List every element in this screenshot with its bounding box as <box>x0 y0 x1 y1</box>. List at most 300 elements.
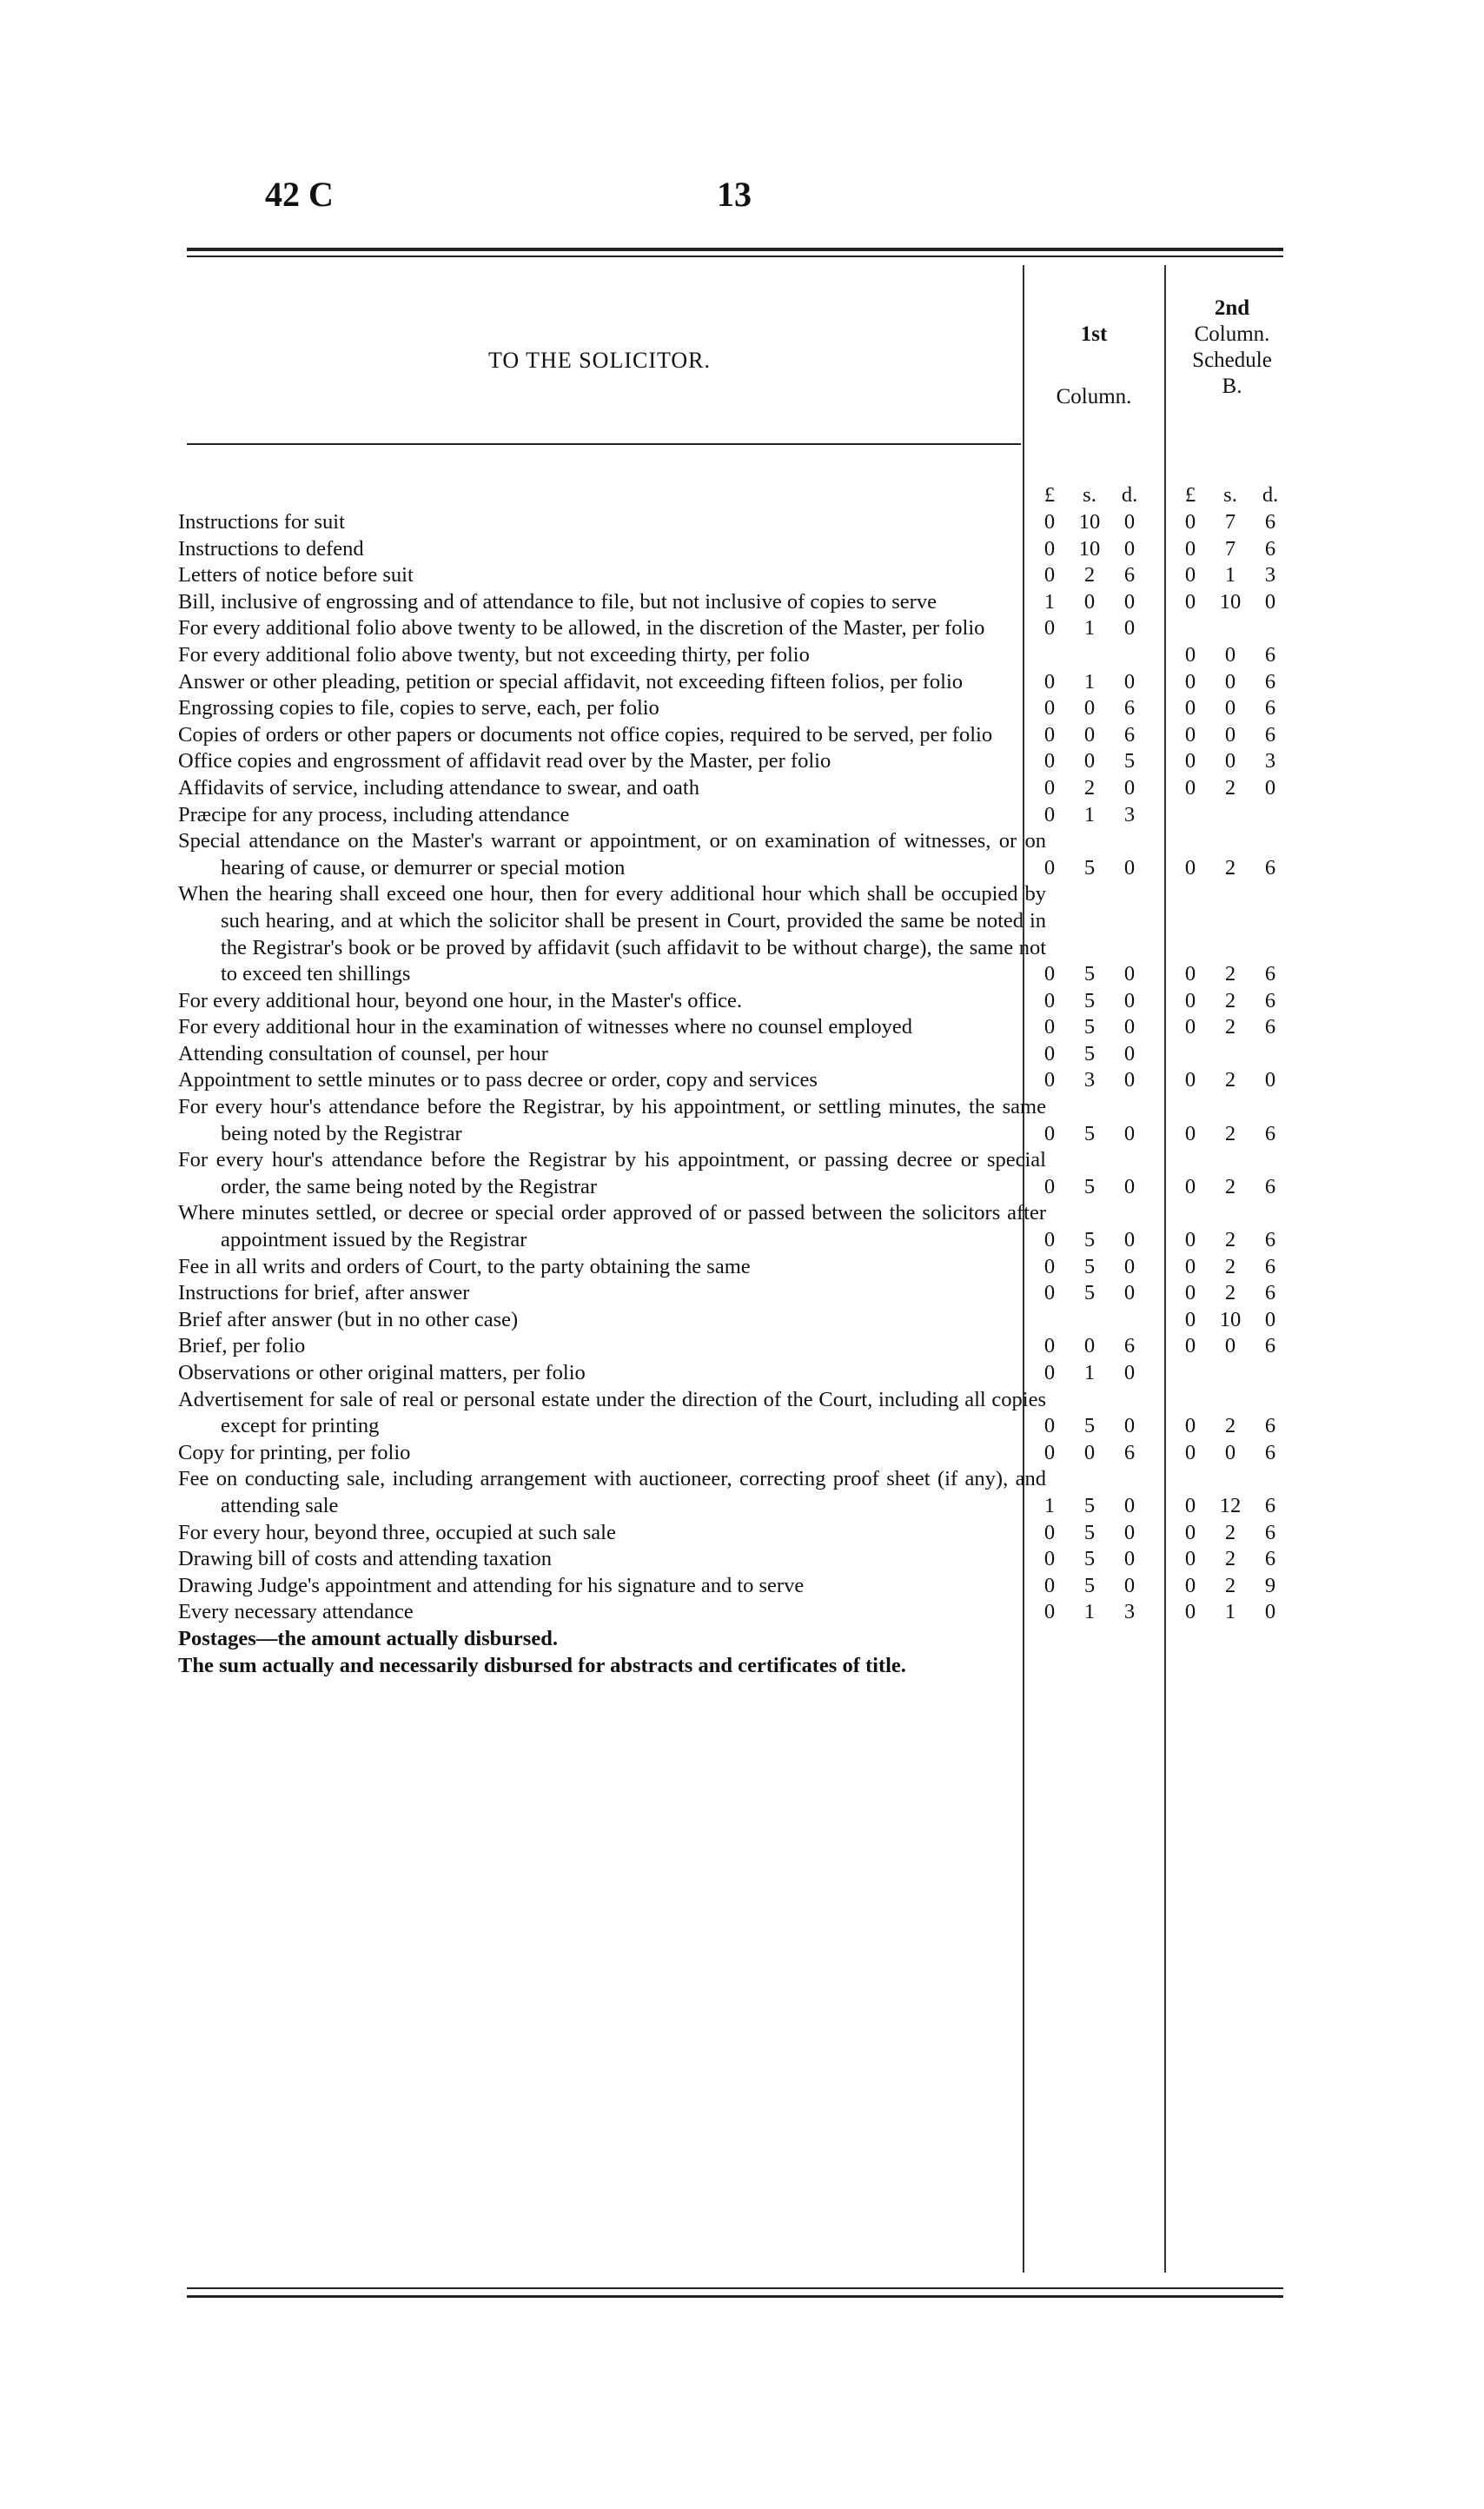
units-row <box>178 482 1299 509</box>
column-1-amount <box>1030 536 1160 563</box>
shillings-value: 5 <box>1083 1281 1096 1305</box>
pence-value: 3 <box>1264 563 1276 587</box>
column-1-units <box>1030 482 1160 509</box>
pence-value: 0 <box>1123 1015 1136 1039</box>
fee-row <box>178 1147 1299 1200</box>
shillings-value: 5 <box>1083 1520 1096 1544</box>
pence-value: 6 <box>1264 1520 1276 1544</box>
pence-value: 0 <box>1123 1228 1136 1252</box>
pence-value: 6 <box>1264 1334 1276 1358</box>
pounds-value: 0 <box>1184 669 1196 694</box>
fee-row <box>178 1254 1299 1281</box>
column-2-amount <box>1170 1121 1301 1148</box>
pounds-value: 0 <box>1043 1520 1056 1544</box>
shillings-value: 0 <box>1224 1334 1236 1358</box>
column-2-amount <box>1170 669 1301 696</box>
pounds-value: 0 <box>1184 1254 1196 1278</box>
column-1-amount <box>1030 988 1160 1015</box>
pence-value: 0 <box>1123 1573 1136 1597</box>
pounds-value: 0 <box>1184 1307 1196 1331</box>
shillings-value: 2 <box>1224 1281 1236 1305</box>
fee-description: For every hour's attendance before the Registrar, by his appointment, or settling minutes, the same being noted by the Registrar <box>178 1095 1046 1145</box>
shillings-value: 2 <box>1224 962 1236 986</box>
pence-value: 6 <box>1264 696 1276 720</box>
column-1-amount <box>1030 695 1160 722</box>
shillings-value: 0 <box>1083 1334 1096 1358</box>
shillings-value: 5 <box>1083 1573 1096 1597</box>
column-1-amount <box>1030 775 1160 802</box>
fee-description: Brief after answer (but in no other case) <box>178 1307 519 1331</box>
pounds-value: 0 <box>1184 988 1196 1012</box>
pence-unit: d. <box>1121 483 1138 508</box>
pence-value: 0 <box>1123 510 1136 534</box>
fee-row <box>178 1014 1299 1041</box>
fee-row <box>178 1041 1299 1068</box>
pounds-value: 0 <box>1043 1015 1056 1039</box>
pence-value: 0 <box>1264 1600 1276 1624</box>
fee-row <box>178 1387 1299 1440</box>
fee-description: For every hour's attendance before the Registrar by his appointment, or passing decree or special order, the same being noted by the Registrar <box>178 1148 1046 1198</box>
pence-value: 6 <box>1264 1414 1276 1438</box>
pounds-value: 0 <box>1184 1547 1196 1571</box>
column-2-amount <box>1170 589 1301 616</box>
fee-row <box>178 1653 1299 1680</box>
column-1-amount <box>1030 1440 1160 1467</box>
pounds-value: 0 <box>1043 722 1056 747</box>
fee-description: Special attendance on the Master's warrant or appointment, or on examination of witnesses, or on hearing of cause, or demurrer or special motion <box>178 829 1046 879</box>
fee-description: Instructions for suit <box>178 510 345 534</box>
fee-row <box>178 642 1299 669</box>
pence-value: 3 <box>1123 1600 1136 1624</box>
fee-description: Præcipe for any process, including attendance <box>178 802 570 826</box>
fee-description: Answer or other pleading, petition or special affidavit, not exceeding fifteen folios, per folio <box>178 669 964 694</box>
pence-value: 6 <box>1123 563 1136 587</box>
pence-value: 0 <box>1123 988 1136 1012</box>
column-1-amount <box>1030 589 1160 616</box>
fee-description: Observations or other original matters, per folio <box>178 1361 586 1384</box>
pence-value: 9 <box>1264 1573 1276 1597</box>
pence-value: 6 <box>1264 510 1276 534</box>
fee-description: When the hearing shall exceed one hour, then for every additional hour which shall be occupied by such hearing, and at which the solicitor shall be present in Court, provided the same be noted in the Registrar's book or be proved by affidavit (such affidavit to be without charge), the same not to exceed ten shillings <box>178 882 1046 986</box>
pence-value: 0 <box>1123 669 1136 694</box>
shillings-value: 5 <box>1083 1174 1096 1198</box>
column-1-amount <box>1030 1041 1160 1068</box>
fee-description: Affidavits of service, including attendance to swear, and oath <box>178 775 699 800</box>
shillings-value: 12 <box>1219 1493 1242 1517</box>
pence-value: 0 <box>1123 589 1136 614</box>
fee-description: Office copies and engrossment of affidavit read over by the Master, per folio <box>178 749 831 773</box>
column-1-amount <box>1030 1573 1160 1600</box>
header-rule <box>187 443 1021 445</box>
shillings-unit: s. <box>1223 483 1237 508</box>
fee-description: Advertisement for sale of real or personal estate under the direction of the Court, including all copies except for printing <box>178 1387 1046 1438</box>
column-1-amount <box>1030 1121 1160 1148</box>
pence-value: 6 <box>1264 1440 1276 1464</box>
pence-value: 0 <box>1264 1068 1276 1092</box>
column-2-amount <box>1170 748 1301 775</box>
pounds-value: 0 <box>1184 1493 1196 1517</box>
shillings-value: 0 <box>1083 749 1096 773</box>
bottom-rule <box>187 2287 1283 2289</box>
pounds-value: 0 <box>1043 510 1056 534</box>
fee-description: Fee in all writs and orders of Court, to the party obtaining the same <box>178 1254 751 1278</box>
pence-value: 6 <box>1264 722 1276 747</box>
column-1-label: Column. <box>1056 385 1132 408</box>
column-2-schedule-letter: B. <box>1222 375 1242 398</box>
shillings-value: 2 <box>1224 1520 1236 1544</box>
pence-value: 0 <box>1264 1307 1276 1331</box>
pounds-value: 0 <box>1184 1440 1196 1464</box>
pounds-value: 0 <box>1184 775 1196 800</box>
pence-value: 0 <box>1264 775 1276 800</box>
column-1-amount <box>1030 1520 1160 1547</box>
fee-description: For every additional folio above twenty to be allowed, in the discretion of the Master, per folio <box>178 616 985 641</box>
column-1-amount <box>1030 1546 1160 1573</box>
column-1-amount <box>1030 961 1160 988</box>
pence-value: 6 <box>1264 536 1276 561</box>
pounds-value: 0 <box>1043 855 1056 879</box>
pounds-value: 1 <box>1043 1493 1056 1517</box>
shillings-value: 2 <box>1224 1068 1236 1092</box>
column-1-amount <box>1030 1067 1160 1094</box>
column-2-amount <box>1170 1307 1301 1334</box>
pounds-value: 0 <box>1043 616 1056 641</box>
pounds-value: 0 <box>1043 1281 1056 1305</box>
fee-row <box>178 1360 1299 1387</box>
pence-value: 6 <box>1123 722 1136 747</box>
pounds-value: 0 <box>1184 855 1196 879</box>
column-2-amount <box>1170 509 1301 536</box>
pence-value: 6 <box>1264 669 1276 694</box>
pounds-value: 0 <box>1184 510 1196 534</box>
pence-value: 3 <box>1264 749 1276 773</box>
column-2-units <box>1170 482 1301 509</box>
pence-value: 6 <box>1264 1281 1276 1305</box>
fee-row <box>178 1094 1299 1147</box>
page-number: 13 <box>717 175 752 214</box>
pence-value: 0 <box>1123 1254 1136 1278</box>
fee-row <box>178 775 1299 802</box>
fee-row <box>178 1520 1299 1547</box>
shillings-value: 0 <box>1083 1440 1096 1464</box>
shillings-value: 1 <box>1224 1600 1236 1624</box>
column-1-amount <box>1030 509 1160 536</box>
pounds-value: 0 <box>1043 1068 1056 1092</box>
pence-value: 6 <box>1123 1440 1136 1464</box>
fee-row <box>178 1307 1299 1334</box>
fee-row <box>178 802 1299 829</box>
pounds-value: 0 <box>1043 1547 1056 1571</box>
fee-description: Engrossing copies to file, copies to serve, each, per folio <box>178 696 659 720</box>
fee-table <box>178 482 1299 1679</box>
pence-value: 5 <box>1123 749 1136 773</box>
fee-description: For every additional folio above twenty, but not exceeding thirty, per folio <box>178 642 810 667</box>
fee-description: Drawing Judge's appointment and attending for his signature and to serve <box>178 1573 805 1597</box>
shillings-value: 1 <box>1083 1361 1096 1384</box>
pounds-value: 0 <box>1043 1600 1056 1624</box>
shillings-value: 2 <box>1224 1254 1236 1278</box>
fee-row <box>178 615 1299 642</box>
pence-unit: d. <box>1262 483 1279 508</box>
pence-value: 0 <box>1123 1361 1136 1384</box>
shillings-value: 5 <box>1083 962 1096 986</box>
pounds-value: 0 <box>1043 1334 1056 1358</box>
fee-description: Appointment to settle minutes or to pass decree or order, copy and services <box>178 1068 818 1092</box>
shillings-value: 3 <box>1083 1068 1096 1092</box>
fee-row <box>178 1200 1299 1253</box>
pounds-value: 0 <box>1184 1174 1196 1198</box>
column-1-amount <box>1030 748 1160 775</box>
pounds-value: 0 <box>1184 696 1196 720</box>
fee-row <box>178 828 1299 881</box>
pence-value: 0 <box>1123 1281 1136 1305</box>
top-rule <box>187 248 1283 251</box>
page-header-left: 42 C <box>265 175 334 214</box>
pounds-value: 0 <box>1043 775 1056 800</box>
fee-row <box>178 1333 1299 1360</box>
fee-row <box>178 1440 1299 1467</box>
column-1-amount <box>1030 1227 1160 1254</box>
shillings-value: 5 <box>1083 855 1096 879</box>
pounds-value: 0 <box>1184 1228 1196 1252</box>
column-1-amount <box>1030 1360 1160 1387</box>
pence-value: 6 <box>1264 1493 1276 1517</box>
pence-value: 6 <box>1264 988 1276 1012</box>
pounds-value: 0 <box>1043 1228 1056 1252</box>
shillings-value: 0 <box>1083 589 1096 614</box>
pounds-value: 0 <box>1184 1121 1196 1145</box>
pounds-value: 0 <box>1184 1281 1196 1305</box>
fee-row <box>178 1466 1299 1519</box>
column-2-amount <box>1170 695 1301 722</box>
column-2-amount <box>1170 1520 1301 1547</box>
column-2-amount <box>1170 562 1301 589</box>
fee-row <box>178 881 1299 987</box>
pence-value: 0 <box>1123 1174 1136 1198</box>
shillings-value: 7 <box>1224 536 1236 561</box>
shillings-value: 1 <box>1083 616 1096 641</box>
pounds-value: 0 <box>1184 563 1196 587</box>
fee-row <box>178 748 1299 775</box>
pounds-value: 0 <box>1043 802 1056 826</box>
column-2-amount <box>1170 1333 1301 1360</box>
pounds-value: 0 <box>1043 536 1056 561</box>
pence-value: 0 <box>1123 1520 1136 1544</box>
column-2-amount <box>1170 722 1301 749</box>
column-2-ordinal: 2nd <box>1214 296 1250 320</box>
fee-description: Brief, per folio <box>178 1334 306 1358</box>
fee-description: Instructions to defend <box>178 536 364 561</box>
fee-row <box>178 562 1299 589</box>
fee-description: Bill, inclusive of engrossing and of attendance to file, but not inclusive of copies to serve <box>178 589 937 614</box>
column-2-amount <box>1170 1546 1301 1573</box>
shillings-value: 7 <box>1224 510 1236 534</box>
pounds-value: 0 <box>1184 749 1196 773</box>
shillings-value: 2 <box>1224 1121 1236 1145</box>
column-2-header <box>1167 295 1297 400</box>
pounds-value: 0 <box>1184 1414 1196 1438</box>
pence-value: 6 <box>1123 1334 1136 1358</box>
column-1-amount <box>1030 855 1160 882</box>
pounds-value: 0 <box>1184 722 1196 747</box>
shillings-value: 0 <box>1224 749 1236 773</box>
fee-row <box>178 589 1299 616</box>
pence-value: 6 <box>1264 1121 1276 1145</box>
pounds-value: 0 <box>1043 669 1056 694</box>
shillings-value: 5 <box>1083 1547 1096 1571</box>
column-2-amount <box>1170 988 1301 1015</box>
shillings-value: 10 <box>1078 510 1101 534</box>
fee-description: Copy for printing, per folio <box>178 1440 411 1464</box>
pence-value: 0 <box>1123 1041 1136 1065</box>
shillings-value: 2 <box>1224 775 1236 800</box>
column-2-amount <box>1170 536 1301 563</box>
pounds-value: 0 <box>1043 1440 1056 1464</box>
pence-value: 0 <box>1123 775 1136 800</box>
column-1-amount <box>1030 1599 1160 1626</box>
fee-description: The sum actually and necessarily disbursed for abstracts and certificates of title. <box>178 1653 906 1677</box>
pounds-value: 0 <box>1184 1600 1196 1624</box>
column-1-amount <box>1030 1493 1160 1520</box>
pounds-value: 0 <box>1184 642 1196 667</box>
fee-description: Letters of notice before suit <box>178 563 414 587</box>
shillings-value: 2 <box>1224 1573 1236 1597</box>
fee-description: Fee on conducting sale, including arrangement with auctioneer, correcting proof sheet (if any), and attending sale <box>178 1467 1046 1517</box>
pounds-value: 0 <box>1043 988 1056 1012</box>
column-1-amount <box>1030 802 1160 829</box>
column-2-amount <box>1170 961 1301 988</box>
fee-description: For every hour, beyond three, occupied at such sale <box>178 1520 616 1544</box>
fee-row <box>178 536 1299 563</box>
shillings-value: 0 <box>1224 722 1236 747</box>
top-rule-thin <box>187 256 1283 257</box>
column-2-amount <box>1170 1599 1301 1626</box>
pounds-unit: £ <box>1043 483 1056 508</box>
fee-row <box>178 1626 1299 1653</box>
shillings-value: 5 <box>1083 1015 1096 1039</box>
pence-value: 0 <box>1123 616 1136 641</box>
column-2-amount <box>1170 1227 1301 1254</box>
pounds-value: 0 <box>1043 1121 1056 1145</box>
pence-value: 0 <box>1123 1121 1136 1145</box>
fee-description: Instructions for brief, after answer <box>178 1281 470 1305</box>
pounds-unit: £ <box>1184 483 1196 508</box>
shillings-value: 2 <box>1083 775 1096 800</box>
pounds-value: 0 <box>1184 589 1196 614</box>
column-2-amount <box>1170 1067 1301 1094</box>
shillings-value: 2 <box>1224 1174 1236 1198</box>
column-2-amount <box>1170 1440 1301 1467</box>
pence-value: 0 <box>1123 536 1136 561</box>
shillings-value: 0 <box>1224 1440 1236 1464</box>
pounds-value: 0 <box>1043 749 1056 773</box>
shillings-value: 2 <box>1224 1228 1236 1252</box>
fee-row <box>178 988 1299 1015</box>
column-2-amount <box>1170 1014 1301 1041</box>
shillings-value: 0 <box>1224 642 1236 667</box>
column-2-amount <box>1170 1174 1301 1201</box>
pounds-value: 0 <box>1043 563 1056 587</box>
pounds-value: 0 <box>1043 1414 1056 1438</box>
shillings-unit: s. <box>1083 483 1096 508</box>
pence-value: 6 <box>1264 962 1276 986</box>
pounds-value: 0 <box>1043 1361 1056 1384</box>
shillings-value: 2 <box>1224 1547 1236 1571</box>
column-2-amount <box>1170 1280 1301 1307</box>
shillings-value: 10 <box>1219 1307 1242 1331</box>
pounds-value: 0 <box>1184 1015 1196 1039</box>
pence-value: 0 <box>1264 589 1276 614</box>
shillings-value: 10 <box>1219 589 1242 614</box>
column-2-label: Column. <box>1194 322 1270 346</box>
shillings-value: 0 <box>1224 696 1236 720</box>
column-1-amount <box>1030 1333 1160 1360</box>
fee-description: Drawing bill of costs and attending taxation <box>178 1547 553 1571</box>
column-2-amount <box>1170 642 1301 669</box>
column-1-header <box>1025 322 1163 410</box>
column-2-amount <box>1170 1254 1301 1281</box>
column-1-amount <box>1030 1174 1160 1201</box>
column-1-amount <box>1030 1254 1160 1281</box>
pence-value: 3 <box>1123 802 1136 826</box>
pounds-value: 0 <box>1043 1254 1056 1278</box>
shillings-value: 5 <box>1083 1254 1096 1278</box>
pence-value: 6 <box>1123 696 1136 720</box>
shillings-value: 2 <box>1224 1015 1236 1039</box>
fee-description: For every additional hour, beyond one hour, in the Master's office. <box>178 988 743 1012</box>
shillings-value: 5 <box>1083 1493 1096 1517</box>
fee-description: Attending consultation of counsel, per hour <box>178 1041 548 1065</box>
fee-row <box>178 669 1299 696</box>
shillings-value: 10 <box>1078 536 1101 561</box>
column-1-amount <box>1030 562 1160 589</box>
shillings-value: 2 <box>1224 988 1236 1012</box>
fee-row <box>178 509 1299 536</box>
pence-value: 0 <box>1123 1414 1136 1438</box>
column-1-amount <box>1030 1014 1160 1041</box>
fee-row <box>178 1067 1299 1094</box>
shillings-value: 5 <box>1083 1041 1096 1065</box>
shillings-value: 0 <box>1083 722 1096 747</box>
pounds-value: 0 <box>1043 1041 1056 1065</box>
pounds-value: 0 <box>1184 536 1196 561</box>
pence-value: 6 <box>1264 1174 1276 1198</box>
pounds-value: 0 <box>1184 1068 1196 1092</box>
shillings-value: 1 <box>1083 669 1096 694</box>
column-2-amount <box>1170 1413 1301 1440</box>
shillings-value: 5 <box>1083 988 1096 1012</box>
pence-value: 0 <box>1123 1547 1136 1571</box>
shillings-value: 1 <box>1224 563 1236 587</box>
shillings-value: 2 <box>1224 855 1236 879</box>
pence-value: 6 <box>1264 1015 1276 1039</box>
fee-description: Copies of orders or other papers or documents not office copies, required to be served, per folio <box>178 722 993 747</box>
pounds-value: 0 <box>1043 962 1056 986</box>
shillings-value: 5 <box>1083 1414 1096 1438</box>
shillings-value: 2 <box>1224 1414 1236 1438</box>
table-title: TO THE SOLICITOR. <box>487 348 712 373</box>
fee-description: Every necessary attendance <box>178 1600 414 1624</box>
fee-row <box>178 1280 1299 1307</box>
pence-value: 6 <box>1264 855 1276 879</box>
pounds-value: 0 <box>1043 1573 1056 1597</box>
pounds-value: 0 <box>1184 962 1196 986</box>
pence-value: 0 <box>1123 855 1136 879</box>
column-1-amount <box>1030 1280 1160 1307</box>
shillings-value: 2 <box>1083 563 1096 587</box>
column-1-amount <box>1030 669 1160 696</box>
pence-value: 6 <box>1264 1228 1276 1252</box>
